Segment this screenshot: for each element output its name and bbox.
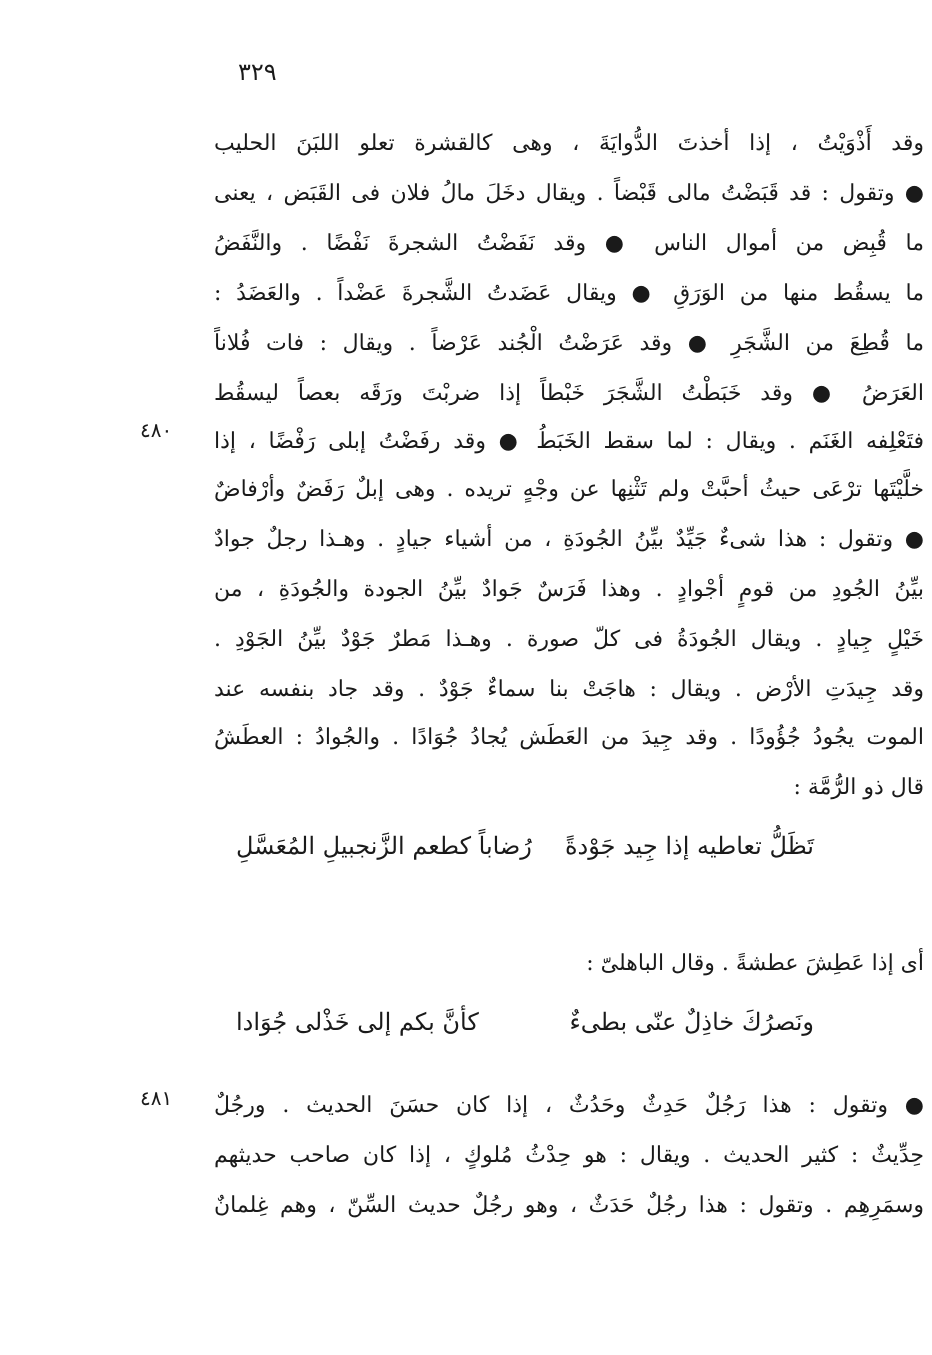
margin-number: ٤٨٠ xyxy=(140,418,173,442)
text-line: ● وتقول : هذا شىءٌ جَيِّدٌ بيِّنُ الجُودَةِ ، من أشياء جيادٍ . وهـذا رجلٌ جوادٌ xyxy=(214,527,924,552)
text-line: ما قُبِض من أموال الناس ● وقد نَفَضْتُ الشجرةَ نَفْضًا . والنَّفَضُ xyxy=(214,231,924,256)
text-line: الموت يجُودُ جُؤُودًا . وقد جِيدَ من العَطَش يُجادُ جُوَادًا . والجُوادُ : العطَشُ xyxy=(214,725,924,750)
text-line: بيِّنُ الجُودِ من قومٍ أجْوادٍ . وهذا فَرَسٌ جَوادٌ بيِّنُ الجودة والجُودَةِ ، من xyxy=(214,577,924,602)
margin-number: ٤٨١ xyxy=(140,1086,173,1110)
text-line: العَرَضُ ● وقد خَبَطْتُ الشَّجَرَ خَبْطاً إذا ضربْتَ ورَقَه بعصاً ليسقُط xyxy=(214,381,924,406)
text-line: ● وتقول : قد قَبَضْتُ مالى قَبْضاً . ويقال دخَلَ مالُ فلان فى القَبَض ، يعنى xyxy=(214,181,924,206)
text-line: فتَعْلِفه الغَنَم . ويقال : لما سقط الخَبَطُ ● وقد رفَضْتُ إبلى رَفْضًا ، إذا xyxy=(214,429,924,454)
text-line: وقد جِيدَتِ الأرْض . ويقال : هاجَتْ بنا سماءٌ جَوْدٌ . وقد جاد بنفسه عند xyxy=(214,677,924,702)
page-number: ٣٢٩ xyxy=(238,58,277,86)
text-line: قال ذو الرُّمَّة : xyxy=(793,775,924,800)
verse-right-hemistich: ونَصرُكَ خاذِلٌ عنّى بطىءٌ xyxy=(569,1008,814,1036)
text-line: وسمَرِهِم . وتقول : هذا رجُلٌ حَدَثٌ ، وهو رجُلٌ حديث السِّنّ ، وهم غِلمانٌ xyxy=(214,1193,924,1218)
verse-right-hemistich: تَظَلُّ تعاطيه إذا جِيد جَوْدةً xyxy=(564,832,814,860)
text-line: خَيْلٍ جِيادٍ . ويقال الجُودَةُ فى كلّ صورة . وهـذا مَطرٌ جَوْدٌ بيِّنُ الجَوْدِ . xyxy=(214,627,924,652)
text-line: خلَّيْتَها ترْعَى حيثُ أحبَّتْ ولم تَثْنِها عن وجْهٍ تريده . وهى إبلٌ رَفَضٌ وأرْفاضٌ xyxy=(214,477,924,502)
text-line: أى إذا عَطِشَ عطشةً . وقال الباهلىّ : xyxy=(586,951,924,976)
verse-left-hemistich: كأنَّ بكم إلى خَذْلى جُوَادا xyxy=(236,1008,479,1036)
text-line: ● وتقول : هذا رَجُلٌ حَدِثٌ وحَدُثٌ ، إذا كان حسَنَ الحديث . ورجُلٌ xyxy=(214,1093,924,1118)
verse-left-hemistich: رُضاباً كطعم الزَّنجبيلِ المُعَسَّلِ xyxy=(236,832,532,860)
text-line: ما يسقُط منها من الوَرَقِ ● ويقال عَضَدتُ الشَّجرةَ عَضْداً . والعَضَدُ : xyxy=(214,281,924,306)
text-line: حِدِّيثٌ : كثير الحديث . ويقال : هو حِدْثُ مُلوكٍ ، إذا كان صاحب حديثهم xyxy=(214,1143,924,1168)
text-line: ما قُطِعَ من الشَّجَرِ ● وقد عَرَضْتُ الْجُند عَرْضاً . ويقال : فات فُلاناً xyxy=(214,331,924,356)
text-line: وقد أَذْوَيْتُ ، إذا أخذتَ الدُّوايَةَ ، وهى كالقشرة تعلو اللبَنَ الحليب xyxy=(214,131,924,156)
